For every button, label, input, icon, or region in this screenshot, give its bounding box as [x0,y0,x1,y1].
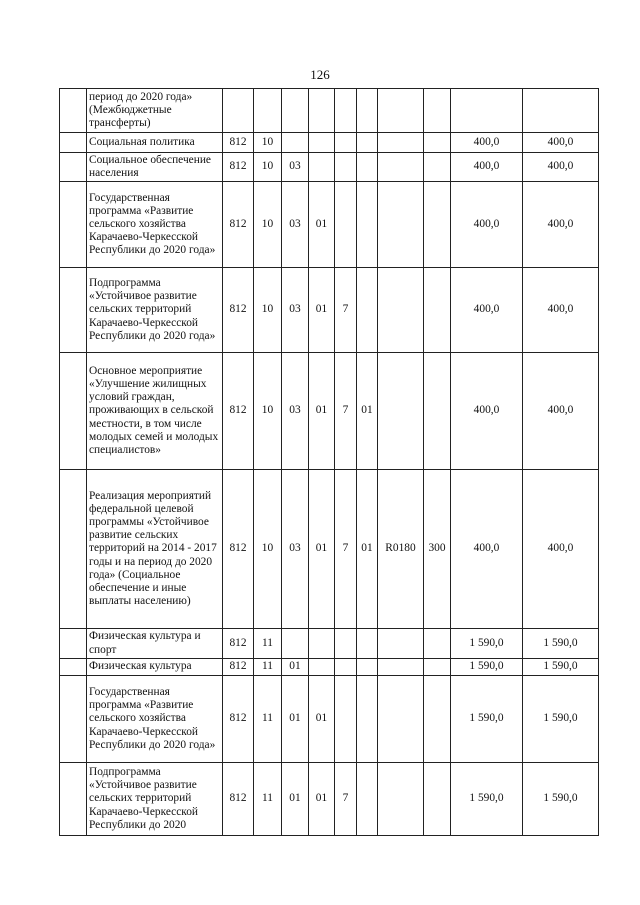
ved-code: 812 [223,659,254,676]
subsection-code: 01 [282,763,309,836]
program-code [309,133,335,153]
amount-year-1: 400,0 [451,182,523,268]
event-code [357,153,378,182]
amount-year-1: 1 590,0 [451,659,523,676]
table-row [60,676,599,763]
section-code: 10 [254,153,282,182]
row-number-cell [60,89,87,133]
direction-code [378,89,424,133]
amount-year-1: 1 590,0 [451,629,523,659]
amount-year-2: 1 590,0 [523,629,599,659]
table-row [60,629,599,659]
amount-year-2: 400,0 [523,133,599,153]
item-name: период до 2020 года» (Межбюджетные трансферты) [87,89,223,133]
table-row [60,763,599,836]
event-code: 01 [357,470,378,629]
item-name: Государственная программа «Развитие сельского хозяйства Карачаево-Черкесской Республики до 2020 года» [87,182,223,268]
direction-code [378,353,424,470]
event-code: 01 [357,353,378,470]
event-code [357,629,378,659]
program-code [309,89,335,133]
amount-year-2: 1 590,0 [523,763,599,836]
subsection-code [282,629,309,659]
subsection-code [282,133,309,153]
amount-year-1: 400,0 [451,353,523,470]
row-number-cell [60,182,87,268]
row-number-cell [60,763,87,836]
ved-code: 812 [223,629,254,659]
section-code: 10 [254,133,282,153]
section-code: 11 [254,629,282,659]
row-number-cell [60,629,87,659]
row-number-cell [60,353,87,470]
table-row [60,89,599,133]
direction-code [378,629,424,659]
amount-year-1: 1 590,0 [451,676,523,763]
amount-year-2: 400,0 [523,268,599,353]
item-name: Подпрограмма «Устойчивое развитие сельских территорий Карачаево-Черкесской Республики до 2020 [87,763,223,836]
amount-year-2: 400,0 [523,353,599,470]
ved-code: 812 [223,763,254,836]
row-number-cell [60,133,87,153]
amount-year-2 [523,89,599,133]
ved-code [223,89,254,133]
amount-year-1 [451,89,523,133]
expense-type-code [424,89,451,133]
amount-year-2: 400,0 [523,182,599,268]
event-code [357,659,378,676]
direction-code [378,763,424,836]
subprogram-code: 7 [335,470,357,629]
subsection-code: 03 [282,470,309,629]
program-code [309,629,335,659]
program-code [309,659,335,676]
direction-code [378,182,424,268]
expense-type-code [424,763,451,836]
expense-type-code: 300 [424,470,451,629]
program-code: 01 [309,182,335,268]
amount-year-1: 400,0 [451,470,523,629]
section-code: 10 [254,182,282,268]
subprogram-code [335,153,357,182]
subsection-code: 03 [282,268,309,353]
ved-code: 812 [223,133,254,153]
section-code: 11 [254,763,282,836]
ved-code: 812 [223,470,254,629]
section-code: 10 [254,268,282,353]
subprogram-code [335,629,357,659]
expense-type-code [424,629,451,659]
expense-type-code [424,268,451,353]
amount-year-1: 400,0 [451,153,523,182]
expense-type-code [424,133,451,153]
program-code: 01 [309,763,335,836]
item-name: Основное мероприятие «Улучшение жилищных условий граждан, проживающих в сельской местности, в том числе молодых семей и молодых специалистов» [87,353,223,470]
event-code [357,133,378,153]
subprogram-code [335,133,357,153]
amount-year-1: 400,0 [451,268,523,353]
subsection-code: 01 [282,676,309,763]
direction-code [378,133,424,153]
amount-year-2: 1 590,0 [523,659,599,676]
item-name: Физическая культура [87,659,223,676]
program-code: 01 [309,353,335,470]
ved-code: 812 [223,153,254,182]
section-code: 10 [254,353,282,470]
table-row [60,470,599,629]
section-code: 10 [254,470,282,629]
item-name: Социальная политика [87,133,223,153]
table-row [60,353,599,470]
subprogram-code [335,659,357,676]
item-name: Подпрограмма «Устойчивое развитие сельских территорий Карачаево-Черкесской Республики до 2020 года» [87,268,223,353]
subsection-code [282,89,309,133]
direction-code [378,153,424,182]
ved-code: 812 [223,353,254,470]
subprogram-code: 7 [335,353,357,470]
amount-year-1: 1 590,0 [451,763,523,836]
section-code: 11 [254,676,282,763]
row-number-cell [60,676,87,763]
ved-code: 812 [223,182,254,268]
direction-code [378,659,424,676]
direction-code: R0180 [378,470,424,629]
table-row [60,182,599,268]
expense-type-code [424,153,451,182]
table-row [60,153,599,182]
expense-type-code [424,659,451,676]
row-number-cell [60,470,87,629]
item-name: Физическая культура и спорт [87,629,223,659]
table-row [60,133,599,153]
page-number: 126 [310,67,330,82]
subprogram-code [335,676,357,763]
subsection-code: 01 [282,659,309,676]
event-code [357,268,378,353]
budget-table [59,88,599,836]
event-code [357,182,378,268]
item-name: Государственная программа «Развитие сельского хозяйства Карачаево-Черкесской Республики до 2020 года» [87,676,223,763]
row-number-cell [60,153,87,182]
section-code: 11 [254,659,282,676]
ved-code: 812 [223,676,254,763]
program-code: 01 [309,268,335,353]
row-number-cell [60,268,87,353]
ved-code: 812 [223,268,254,353]
subprogram-code [335,182,357,268]
expense-type-code [424,353,451,470]
item-name: Социальное обеспечение населения [87,153,223,182]
row-number-cell [60,659,87,676]
event-code [357,676,378,763]
subprogram-code: 7 [335,268,357,353]
event-code [357,763,378,836]
subsection-code: 03 [282,182,309,268]
subprogram-code [335,89,357,133]
direction-code [378,268,424,353]
program-code [309,153,335,182]
amount-year-2: 400,0 [523,153,599,182]
subprogram-code: 7 [335,763,357,836]
amount-year-2: 400,0 [523,470,599,629]
event-code [357,89,378,133]
section-code [254,89,282,133]
program-code: 01 [309,676,335,763]
expense-type-code [424,676,451,763]
table-row [60,268,599,353]
table-row [60,659,599,676]
subsection-code: 03 [282,353,309,470]
subsection-code: 03 [282,153,309,182]
item-name: Реализация мероприятий федеральной целевой программы «Устойчивое развитие сельских территорий на 2014 - 2017 годы и на период до 2020 года» (Социальное обеспечение и иные выплаты населению) [87,470,223,629]
program-code: 01 [309,470,335,629]
direction-code [378,676,424,763]
amount-year-1: 400,0 [451,133,523,153]
expense-type-code [424,182,451,268]
amount-year-2: 1 590,0 [523,676,599,763]
